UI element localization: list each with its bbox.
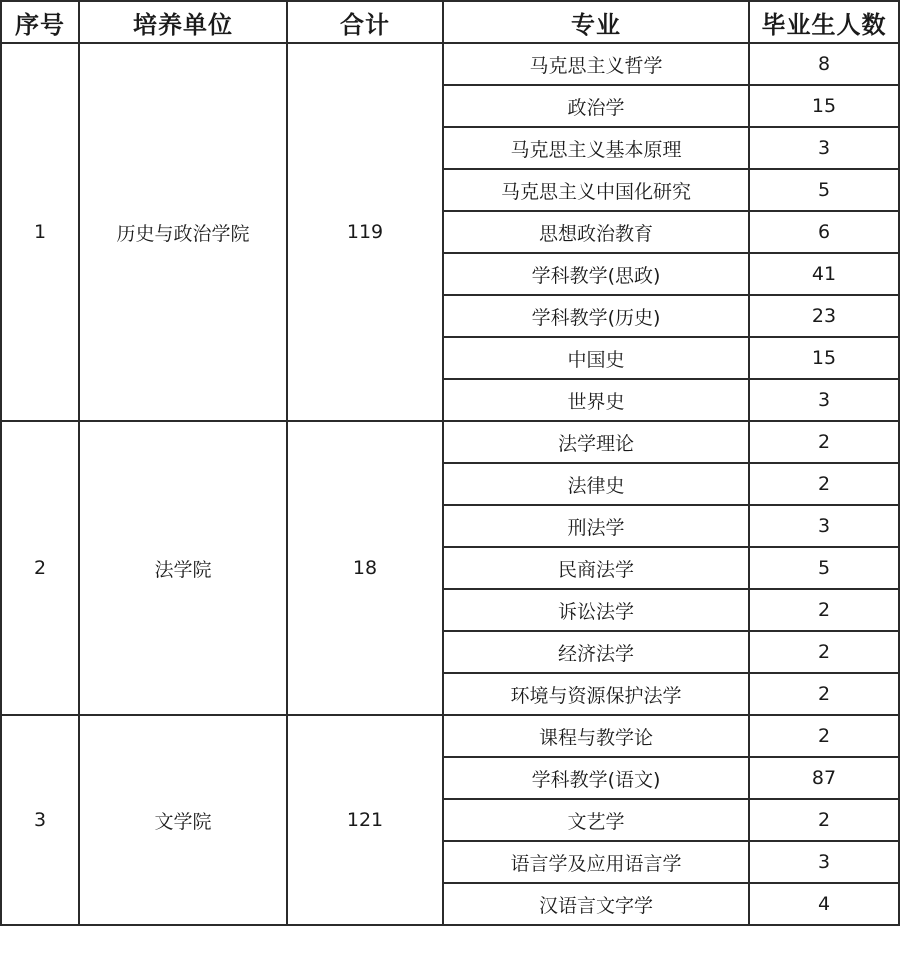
table-body xyxy=(1,43,899,925)
major-cell: 世界史 xyxy=(443,379,749,421)
major-cell: 马克思主义基本原理 xyxy=(443,127,749,169)
graduate-count-cell: 2 xyxy=(749,421,899,463)
graduate-count-cell: 5 xyxy=(749,169,899,211)
group-total-cell: 121 xyxy=(287,715,443,925)
graduate-count-cell: 2 xyxy=(749,673,899,715)
table-row xyxy=(1,421,899,463)
major-cell: 法学理论 xyxy=(443,421,749,463)
graduate-count-cell: 3 xyxy=(749,127,899,169)
training-unit-cell: 历史与政治学院 xyxy=(79,43,287,421)
group-total-cell: 18 xyxy=(287,421,443,715)
group-number-cell: 3 xyxy=(1,715,79,925)
graduate-count-cell: 87 xyxy=(749,757,899,799)
major-cell: 政治学 xyxy=(443,85,749,127)
table-header xyxy=(1,1,899,43)
graduate-count-cell: 3 xyxy=(749,841,899,883)
major-cell: 语言学及应用语言学 xyxy=(443,841,749,883)
group-number-cell: 2 xyxy=(1,421,79,715)
group-total-cell: 119 xyxy=(287,43,443,421)
table-row xyxy=(1,715,899,757)
graduate-count-cell: 4 xyxy=(749,883,899,925)
major-cell: 马克思主义中国化研究 xyxy=(443,169,749,211)
major-cell: 学科教学(语文) xyxy=(443,757,749,799)
graduate-count-cell: 15 xyxy=(749,337,899,379)
header-no: 序号 xyxy=(1,1,79,43)
header-count: 毕业生人数 xyxy=(749,1,899,43)
table-row xyxy=(1,43,899,85)
graduate-count-cell: 2 xyxy=(749,589,899,631)
graduate-count-cell: 23 xyxy=(749,295,899,337)
graduate-count-cell: 41 xyxy=(749,253,899,295)
major-cell: 中国史 xyxy=(443,337,749,379)
header-row xyxy=(1,1,899,43)
major-cell: 课程与教学论 xyxy=(443,715,749,757)
graduate-count-cell: 3 xyxy=(749,505,899,547)
graduate-count-cell: 8 xyxy=(749,43,899,85)
major-cell: 环境与资源保护法学 xyxy=(443,673,749,715)
graduate-count-cell: 2 xyxy=(749,631,899,673)
major-cell: 法律史 xyxy=(443,463,749,505)
graduate-count-cell: 15 xyxy=(749,85,899,127)
major-cell: 汉语言文字学 xyxy=(443,883,749,925)
header-unit: 培养单位 xyxy=(79,1,287,43)
major-cell: 思想政治教育 xyxy=(443,211,749,253)
header-major: 专业 xyxy=(443,1,749,43)
major-cell: 学科教学(思政) xyxy=(443,253,749,295)
group-number-cell: 1 xyxy=(1,43,79,421)
training-unit-cell: 文学院 xyxy=(79,715,287,925)
graduate-count-cell: 3 xyxy=(749,379,899,421)
major-cell: 诉讼法学 xyxy=(443,589,749,631)
graduate-count-cell: 2 xyxy=(749,799,899,841)
training-unit-cell: 法学院 xyxy=(79,421,287,715)
major-cell: 经济法学 xyxy=(443,631,749,673)
graduate-count-cell: 2 xyxy=(749,463,899,505)
graduate-count-cell: 2 xyxy=(749,715,899,757)
major-cell: 学科教学(历史) xyxy=(443,295,749,337)
major-cell: 民商法学 xyxy=(443,547,749,589)
major-cell: 马克思主义哲学 xyxy=(443,43,749,85)
major-cell: 刑法学 xyxy=(443,505,749,547)
major-cell: 文艺学 xyxy=(443,799,749,841)
graduate-count-cell: 6 xyxy=(749,211,899,253)
header-total: 合计 xyxy=(287,1,443,43)
graduate-count-cell: 5 xyxy=(749,547,899,589)
